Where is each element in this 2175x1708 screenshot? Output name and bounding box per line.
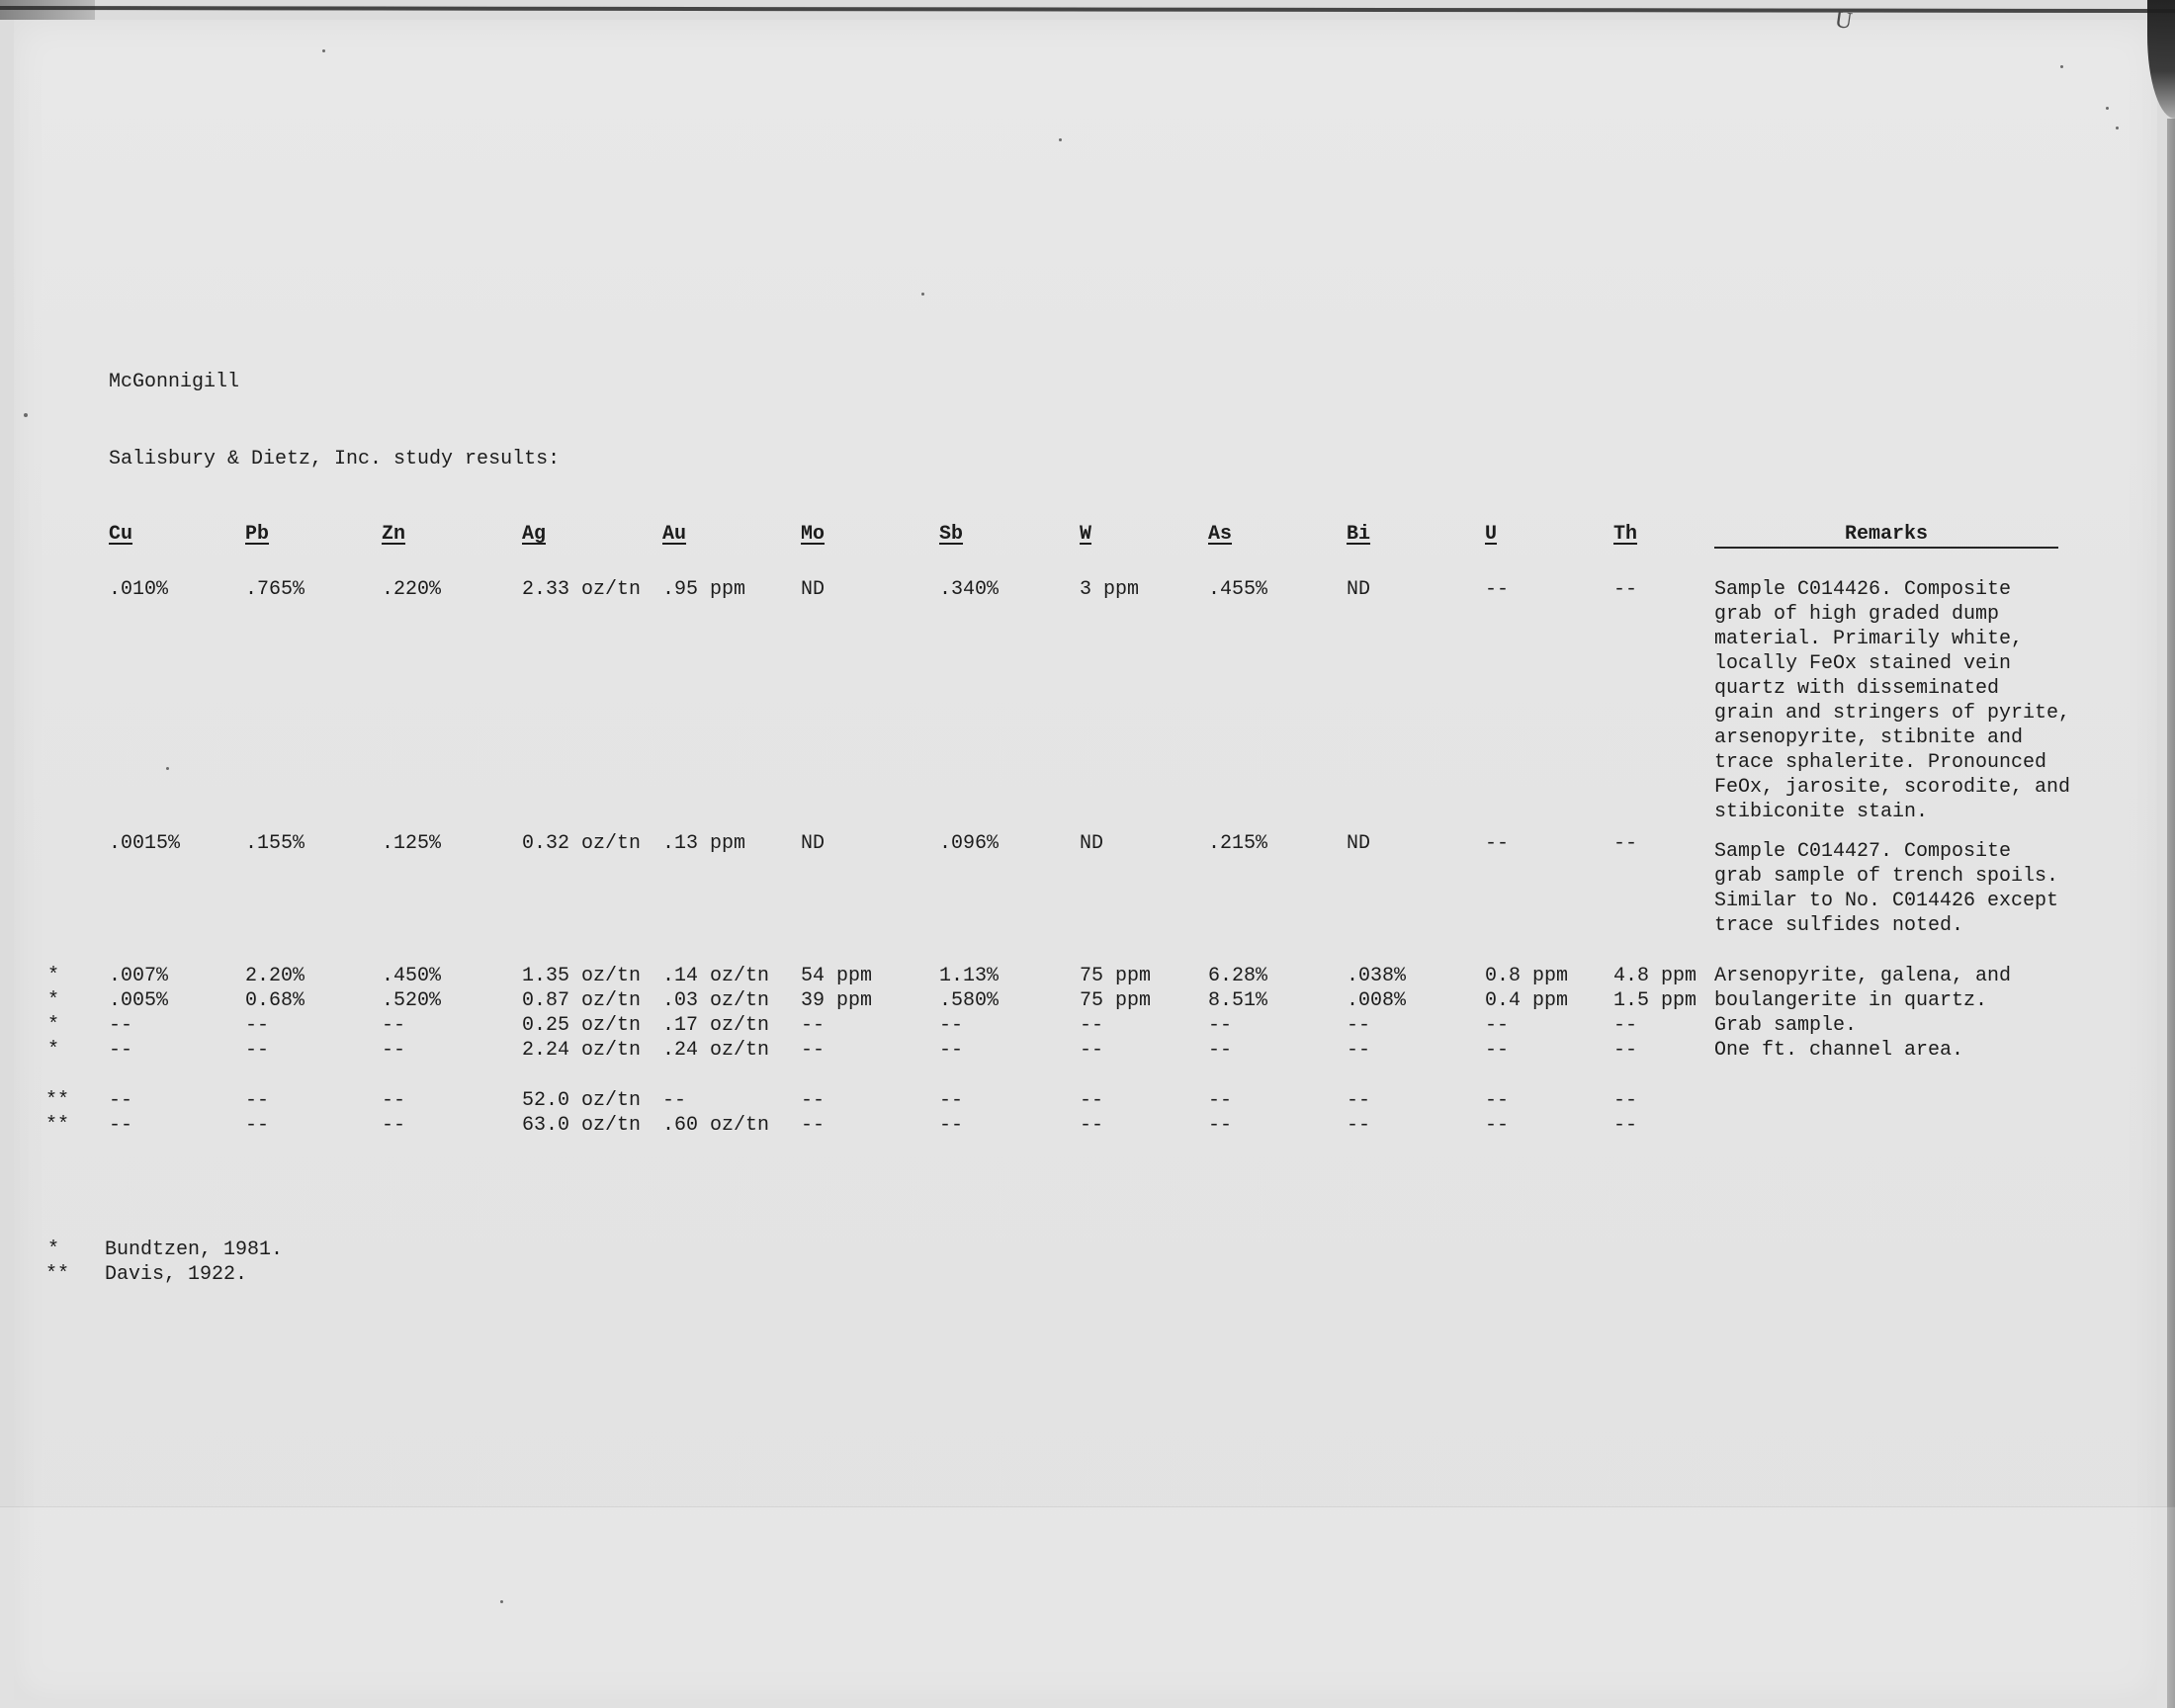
column-header-as: As	[1208, 523, 1233, 546]
scan-speck	[2106, 107, 2109, 110]
row-4-bi: .008%	[1347, 989, 1407, 1012]
row-7-u: --	[1485, 1089, 1510, 1112]
column-header-sb: Sb	[939, 523, 964, 546]
row-8-th: --	[1613, 1114, 1638, 1137]
column-header-zn: Zn	[382, 523, 406, 546]
row-2-u: --	[1485, 832, 1510, 855]
row-5-as: --	[1208, 1014, 1233, 1037]
scan-right-edge	[2167, 119, 2175, 1708]
row-6-as: --	[1208, 1039, 1233, 1062]
column-header-u: U	[1485, 523, 1498, 546]
row-6-ag: 2.24 oz/tn	[522, 1039, 642, 1062]
column-header-pb: Pb	[245, 523, 270, 546]
scan-speck	[322, 49, 325, 52]
row-2-bi: ND	[1347, 832, 1371, 855]
row-5-sb: --	[939, 1014, 964, 1037]
footnote-text-1: Bundtzen, 1981.	[105, 1238, 284, 1261]
row-1-bi: ND	[1347, 578, 1371, 601]
row-8-u: --	[1485, 1114, 1510, 1137]
footnote-text-2: Davis, 1922.	[105, 1263, 248, 1286]
column-header-remarks: Remarks	[1844, 523, 1928, 546]
row-4-ag: 0.87 oz/tn	[522, 989, 642, 1012]
remarks-header-rule	[1714, 547, 2058, 549]
row-2-w: ND	[1080, 832, 1104, 855]
scan-speck	[2116, 127, 2119, 129]
row-2-as: .215%	[1208, 832, 1268, 855]
row-7-bi: --	[1347, 1089, 1371, 1112]
row-6-mo: --	[801, 1039, 826, 1062]
column-header-mo: Mo	[801, 523, 826, 546]
row-8-as: --	[1208, 1114, 1233, 1137]
row-7-cu: --	[109, 1089, 133, 1112]
row-6-u: --	[1485, 1039, 1510, 1062]
row-8-zn: --	[382, 1114, 406, 1137]
scan-speck	[166, 767, 169, 770]
row-3-th: 4.8 ppm	[1613, 965, 1697, 987]
column-header-cu: Cu	[109, 523, 133, 546]
row-8-cu: --	[109, 1114, 133, 1137]
row-2-sb: .096%	[939, 832, 1000, 855]
row-3-remark: Arsenopyrite, galena, and	[1714, 965, 2012, 987]
row-2-cu: .0015%	[109, 832, 181, 855]
row-4-remark: boulangerite in quartz.	[1714, 989, 1988, 1012]
row-1-sb: .340%	[939, 578, 1000, 601]
row-7-mo: --	[801, 1089, 826, 1112]
row-6-pb: --	[245, 1039, 270, 1062]
row-3-marker: *	[47, 965, 60, 987]
row-4-au: .03 oz/tn	[662, 989, 770, 1012]
row-2-ag: 0.32 oz/tn	[522, 832, 642, 855]
row-6-au: .24 oz/tn	[662, 1039, 770, 1062]
row-5-zn: --	[382, 1014, 406, 1037]
row-3-cu: .007%	[109, 965, 169, 987]
row-1-zn: .220%	[382, 578, 442, 601]
row-5-pb: --	[245, 1014, 270, 1037]
row-1-remark: Sample C014426. Composite grab of high graded dump material. Primarily white, locally FeOx stained vein quartz with disseminated grain and stringers of pyrite, arsenopyrite, stibnite and trace sphalerite. Pronounced FeOx, jarosite, scorodite, and stibiconite stain.	[1714, 578, 2071, 823]
footnote-marker-2: **	[45, 1263, 70, 1286]
row-6-zn: --	[382, 1039, 406, 1062]
row-5-th: --	[1613, 1014, 1638, 1037]
row-7-ag: 52.0 oz/tn	[522, 1089, 642, 1112]
row-2-pb: .155%	[245, 832, 305, 855]
row-3-pb: 2.20%	[245, 965, 305, 987]
study-title: Salisbury & Dietz, Inc. study results:	[109, 448, 561, 470]
scan-speck	[2060, 65, 2063, 68]
row-3-zn: .450%	[382, 965, 442, 987]
row-7-sb: --	[939, 1089, 964, 1112]
row-3-bi: .038%	[1347, 965, 1407, 987]
column-header-w: W	[1080, 523, 1092, 546]
row-4-as: 8.51%	[1208, 989, 1268, 1012]
row-4-cu: .005%	[109, 989, 169, 1012]
column-header-au: Au	[662, 523, 687, 546]
column-header-th: Th	[1613, 523, 1638, 546]
site-name: McGonnigill	[109, 371, 240, 393]
row-4-w: 75 ppm	[1080, 989, 1152, 1012]
row-8-pb: --	[245, 1114, 270, 1137]
row-1-as: .455%	[1208, 578, 1268, 601]
scan-lower-shading	[0, 1506, 2175, 1708]
row-2-mo: ND	[801, 832, 826, 855]
row-5-marker: *	[47, 1014, 60, 1037]
row-3-w: 75 ppm	[1080, 965, 1152, 987]
row-4-marker: *	[47, 989, 60, 1012]
row-1-cu: .010%	[109, 578, 169, 601]
row-5-w: --	[1080, 1014, 1104, 1037]
row-8-mo: --	[801, 1114, 826, 1137]
row-6-remark: One ft. channel area.	[1714, 1039, 1964, 1062]
row-1-pb: .765%	[245, 578, 305, 601]
row-2-zn: .125%	[382, 832, 442, 855]
row-4-sb: .580%	[939, 989, 1000, 1012]
row-2-remark: Sample C014427. Composite grab sample of trench spoils. Similar to No. C014426 except trace sulfides noted.	[1714, 840, 2059, 937]
row-8-bi: --	[1347, 1114, 1371, 1137]
row-5-cu: --	[109, 1014, 133, 1037]
row-8-sb: --	[939, 1114, 964, 1137]
row-7-au: --	[662, 1089, 687, 1112]
footnote-marker-1: *	[47, 1238, 60, 1261]
row-1-mo: ND	[801, 578, 826, 601]
row-3-au: .14 oz/tn	[662, 965, 770, 987]
row-8-ag: 63.0 oz/tn	[522, 1114, 642, 1137]
row-1-ag: 2.33 oz/tn	[522, 578, 642, 601]
row-7-marker: **	[45, 1089, 70, 1112]
row-7-zn: --	[382, 1089, 406, 1112]
column-header-bi: Bi	[1347, 523, 1371, 546]
column-header-ag: Ag	[522, 523, 547, 546]
row-3-sb: 1.13%	[939, 965, 1000, 987]
scan-speck	[921, 293, 924, 296]
row-8-w: --	[1080, 1114, 1104, 1137]
row-6-cu: --	[109, 1039, 133, 1062]
corner-handwritten-mark: U	[1833, 6, 1855, 36]
row-2-th: --	[1613, 832, 1638, 855]
row-1-u: --	[1485, 578, 1510, 601]
row-5-ag: 0.25 oz/tn	[522, 1014, 642, 1037]
row-3-u: 0.8 ppm	[1485, 965, 1569, 987]
row-4-u: 0.4 ppm	[1485, 989, 1569, 1012]
row-3-mo: 54 ppm	[801, 965, 873, 987]
row-6-marker: *	[47, 1039, 60, 1062]
row-7-as: --	[1208, 1089, 1233, 1112]
row-8-marker: **	[45, 1114, 70, 1137]
row-2-au: .13 ppm	[662, 832, 746, 855]
scan-speck	[500, 1600, 503, 1603]
row-8-au: .60 oz/tn	[662, 1114, 770, 1137]
row-6-th: --	[1613, 1039, 1638, 1062]
row-7-pb: --	[245, 1089, 270, 1112]
row-3-ag: 1.35 oz/tn	[522, 965, 642, 987]
row-5-au: .17 oz/tn	[662, 1014, 770, 1037]
row-6-sb: --	[939, 1039, 964, 1062]
row-1-w: 3 ppm	[1080, 578, 1140, 601]
row-4-mo: 39 ppm	[801, 989, 873, 1012]
scan-speck	[24, 413, 28, 417]
row-4-th: 1.5 ppm	[1613, 989, 1697, 1012]
row-5-mo: --	[801, 1014, 826, 1037]
row-1-au: .95 ppm	[662, 578, 746, 601]
row-3-as: 6.28%	[1208, 965, 1268, 987]
row-5-u: --	[1485, 1014, 1510, 1037]
scan-speck	[1059, 138, 1062, 141]
row-7-th: --	[1613, 1089, 1638, 1112]
row-4-zn: .520%	[382, 989, 442, 1012]
row-6-w: --	[1080, 1039, 1104, 1062]
row-5-remark: Grab sample.	[1714, 1014, 1858, 1037]
row-6-bi: --	[1347, 1039, 1371, 1062]
row-4-pb: 0.68%	[245, 989, 305, 1012]
row-1-th: --	[1613, 578, 1638, 601]
row-5-bi: --	[1347, 1014, 1371, 1037]
row-7-w: --	[1080, 1089, 1104, 1112]
